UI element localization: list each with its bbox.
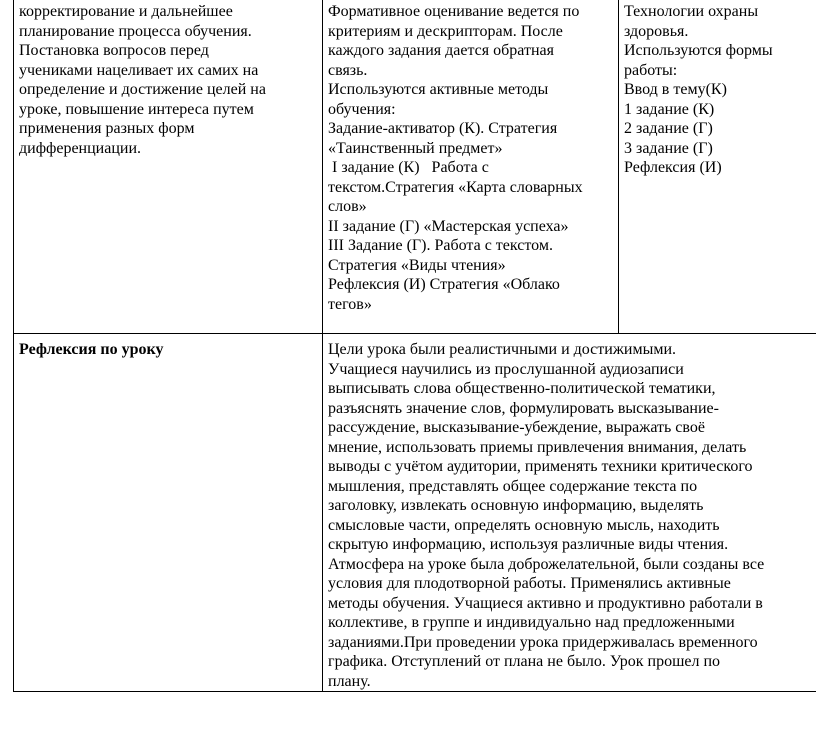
text-line: обучения: <box>328 100 396 118</box>
text-line: плану. <box>328 672 371 690</box>
text-line: графика. Отступлений от плана не было. Урок прошел по <box>328 653 721 670</box>
text-line: заданиями.При проведении урока придерживалась временного <box>328 633 758 651</box>
text-line: Атмосфера на уроке была доброжелательной, были созданы все <box>328 555 765 573</box>
text-line: I задание (К) Работа с <box>328 159 489 176</box>
text-line: условия для плодотворной работы. Применялись активные <box>328 575 731 592</box>
text-line: коллективе, в группе и индивидуально над предложенными <box>328 614 735 631</box>
text-line: выводы с учётом аудитории, применять техники критического <box>328 458 753 475</box>
cell-assessment <box>323 0 619 334</box>
lesson-plan-table <box>13 0 816 692</box>
table-row <box>14 0 816 334</box>
text-line: критериям и дескрипторам. После <box>328 22 563 40</box>
text-line: Задание-активатор (К). Стратегия <box>328 120 558 137</box>
cell-text <box>624 0 814 178</box>
text-line: 2 задание (Г) <box>624 120 713 137</box>
text-line: скрытую информацию, используя различные виды чтения. <box>328 536 729 553</box>
text-line: рассуждение, высказывание-убеждение, выражать своё <box>328 419 705 436</box>
text-line: мышления, представлять общее содержание текста по <box>328 477 698 495</box>
text-line: текстом.Стратегия «Карта словарных <box>328 178 583 196</box>
text-line: учениками нацеливает их самих на <box>19 61 259 79</box>
text-line: 3 задание (Г) <box>624 139 713 157</box>
cell-health-tech <box>619 0 816 334</box>
text-line: выписывать слова общественно-политической тематики, <box>328 380 716 397</box>
cell-reflection-text <box>323 334 816 692</box>
text-line: разъяснять значение слов, формулировать высказывание- <box>328 399 719 417</box>
text-line: Ввод в тему(К) <box>624 81 727 98</box>
text-line: III Задание (Г). Работа с текстом. <box>328 237 553 254</box>
text-line: заголовку, извлекать основную информацию, выделять <box>328 497 704 514</box>
text-line: применения разных форм <box>19 120 195 137</box>
cell-reflection-label <box>14 334 323 692</box>
cell-differentiation <box>14 0 323 334</box>
text-line: Формативное оценивание ведется по <box>328 3 580 20</box>
text-line: методы обучения. Учащиеся активно и продуктивно работали в <box>328 594 763 612</box>
text-line: уроке, повышение интереса путем <box>19 100 254 118</box>
text-line: каждого задания дается обратная <box>328 42 554 59</box>
text-line: Цели урока были реалистичными и достижимыми. <box>328 341 676 358</box>
text-line: II задание (Г) «Мастерская успеха» <box>328 217 569 235</box>
text-line: Стратегия «Виды чтения» <box>328 256 506 274</box>
cell-text <box>328 334 814 691</box>
text-line: планирование процесса обучения. <box>19 22 252 40</box>
text-line: смысловые части, определять основную мысль, находить <box>328 516 720 534</box>
text-line: Учащиеся научились из прослушанной аудиозаписи <box>328 360 684 378</box>
text-line: Используются активные методы <box>328 81 549 98</box>
text-line: мнение, использовать приемы привлечения внимания, делать <box>328 438 747 456</box>
text-line: Используются формы <box>624 42 773 59</box>
text-line: корректирование и дальнейшее <box>19 3 233 20</box>
cell-text <box>328 0 615 314</box>
text-line: здоровья. <box>624 22 689 40</box>
text-line: дифференциации. <box>19 139 142 157</box>
reflection-heading: Рефлексия по уроку <box>19 341 164 358</box>
text-line: Технологии охраны <box>624 3 759 20</box>
cell-text <box>19 0 319 158</box>
cell-text <box>19 334 319 360</box>
table-row <box>14 334 816 692</box>
text-line: Постановка вопросов перед <box>19 42 209 59</box>
text-line: 1 задание (К) <box>624 100 715 118</box>
text-line: тегов» <box>328 295 372 313</box>
text-line: Рефлексия (И) <box>624 159 722 176</box>
text-line: «Таинственный предмет» <box>328 139 503 157</box>
text-line: слов» <box>328 198 367 215</box>
text-line: связь. <box>328 61 368 79</box>
text-line: работы: <box>624 61 678 79</box>
text-line: Рефлексия (И) Стратегия «Облако <box>328 276 560 293</box>
text-line: определение и достижение целей на <box>19 81 266 98</box>
